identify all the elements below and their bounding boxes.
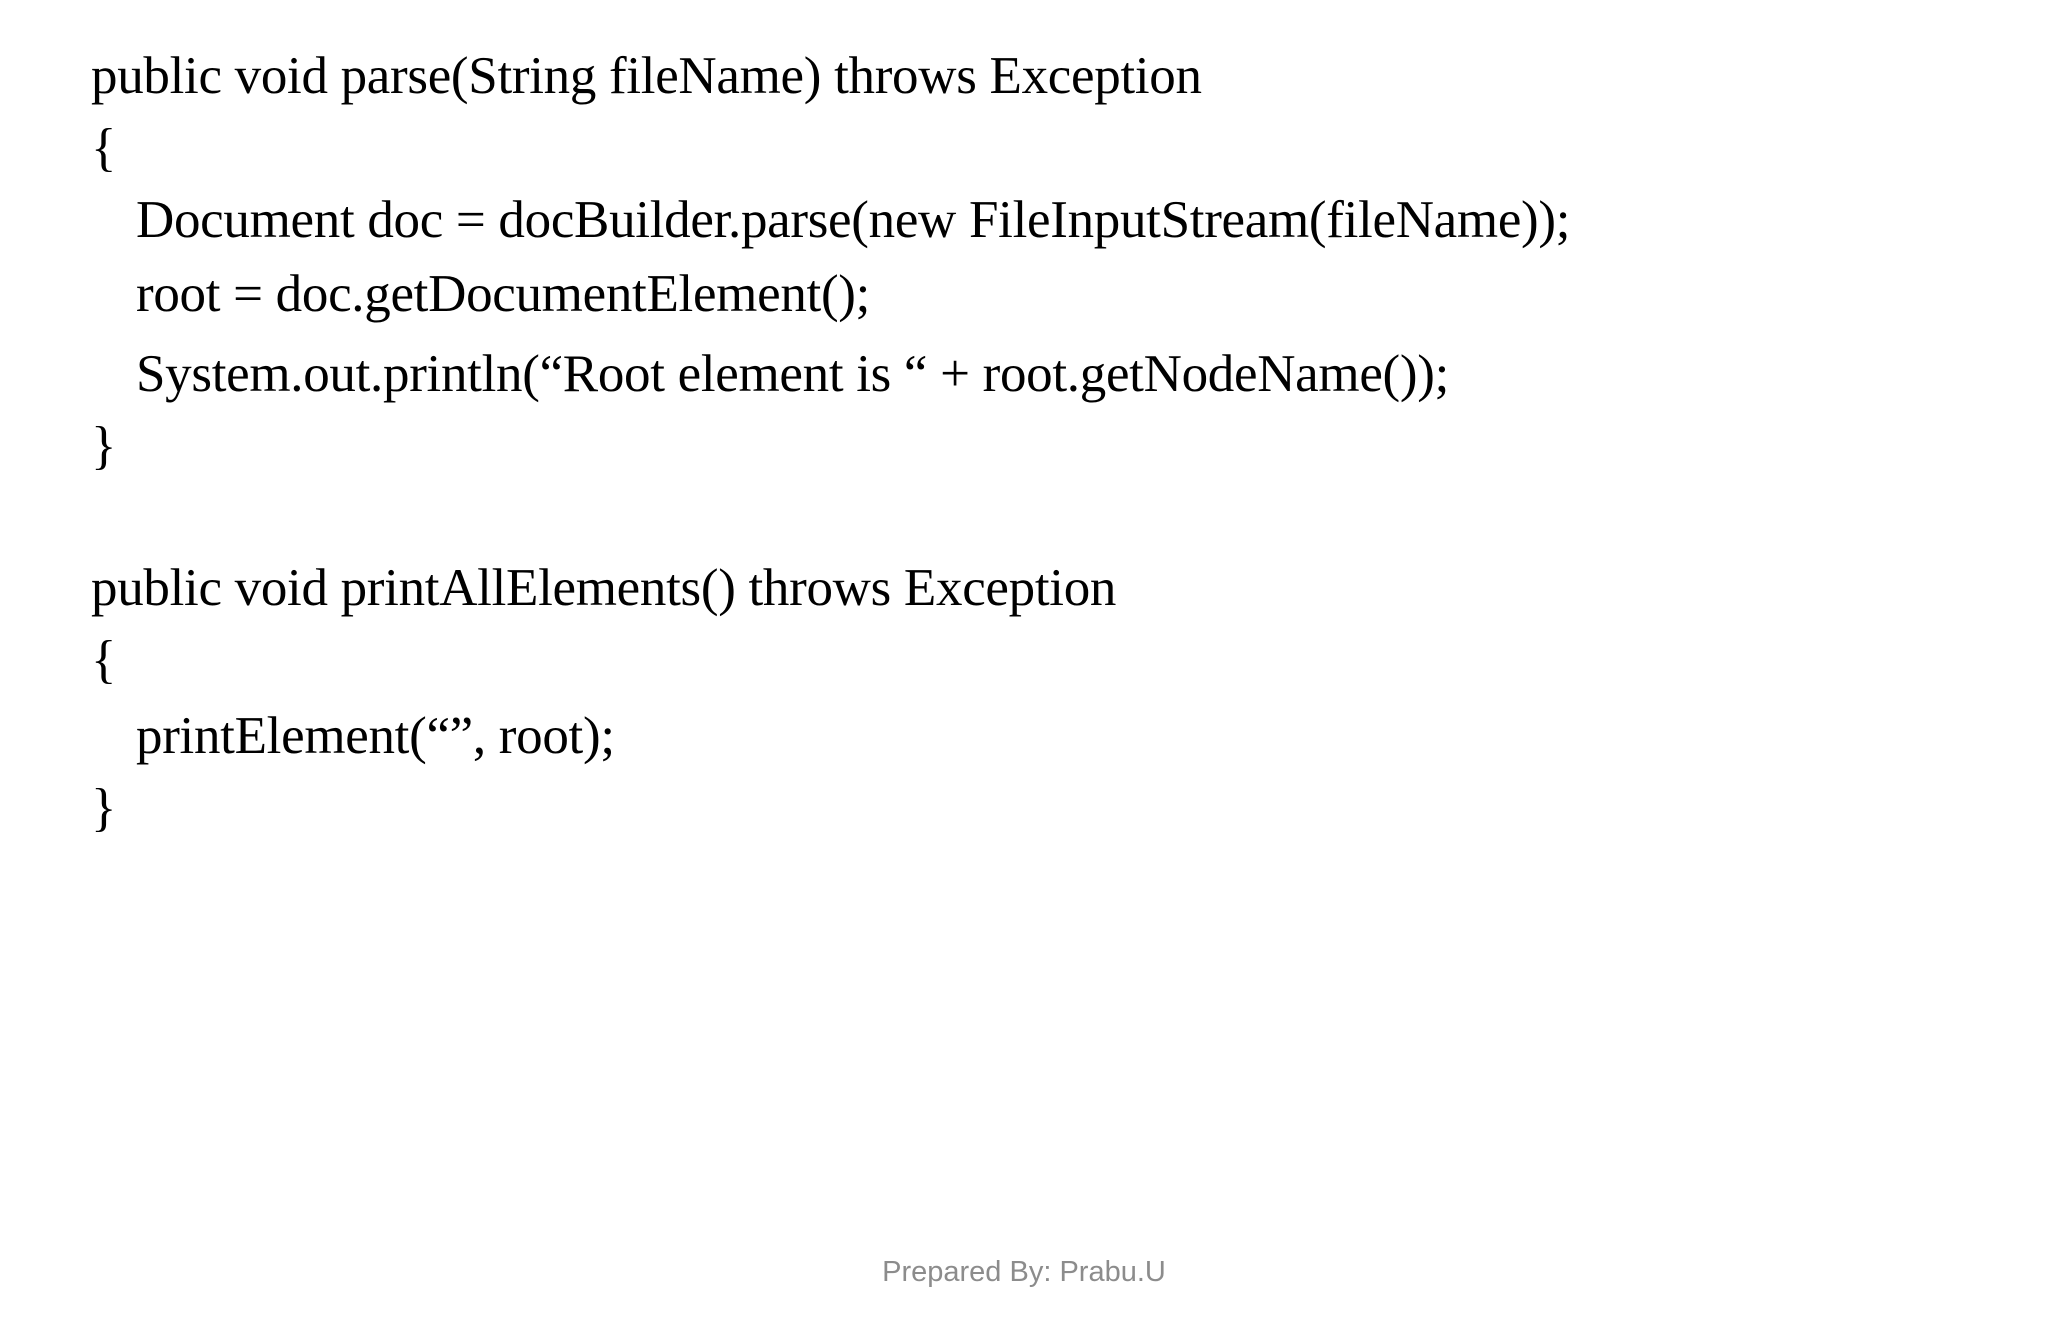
code-line-open-brace: { — [91, 119, 117, 177]
code-line-root-assign: root = doc.getDocumentElement(); — [136, 265, 871, 323]
footer-credit: Prepared By: Prabu.U — [882, 1256, 1166, 1288]
code-line-document-parse: Document doc = docBuilder.parse(new FileInputStream(fileName)); — [136, 191, 1571, 249]
code-line-close-brace-2: } — [91, 779, 117, 837]
code-line-parse-signature: public void parse(String fileName) throws Exception — [91, 47, 1202, 105]
code-line-println: System.out.println(“Root element is “ + root.getNodeName()); — [136, 345, 1450, 403]
code-line-print-element: printElement(“”, root); — [136, 707, 615, 765]
code-line-print-all-signature: public void printAllElements() throws Exception — [91, 559, 1117, 617]
code-line-close-brace: } — [91, 417, 117, 475]
code-line-open-brace-2: { — [91, 631, 117, 689]
